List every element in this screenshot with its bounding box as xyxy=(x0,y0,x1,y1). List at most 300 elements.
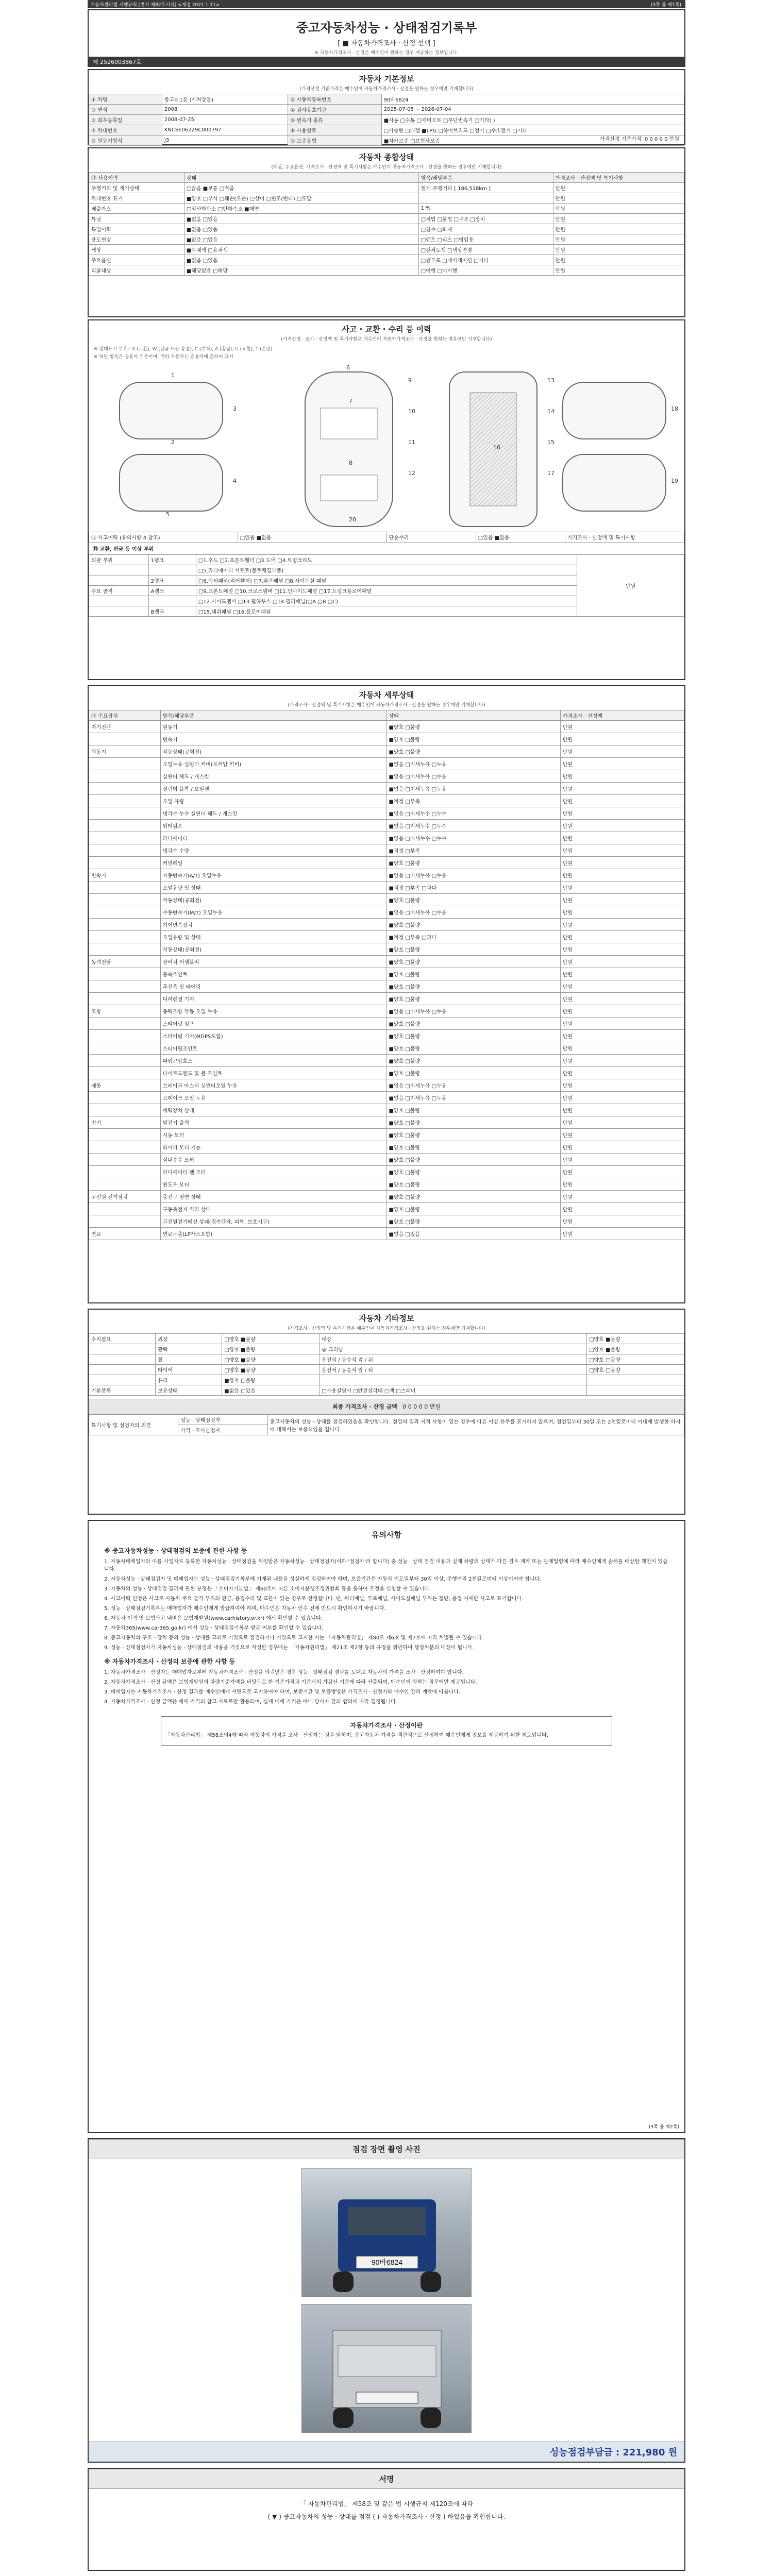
detail-row xyxy=(89,1154,684,1166)
detail-section xyxy=(88,685,685,1303)
basic-info-label: ④ 검사유효기간 xyxy=(288,105,381,115)
detail-cell: 자동변속기(A/T) 오일누유 xyxy=(160,869,386,882)
detail-cell: 디퍼렌셜 기어 xyxy=(160,993,386,1005)
detail-cell: 타이로드엔드 및 볼 조인트 xyxy=(160,1067,386,1079)
other-info-row xyxy=(89,1344,684,1354)
rank-cell xyxy=(89,596,149,606)
summary-row xyxy=(89,265,684,276)
other-info-cell xyxy=(320,1375,587,1385)
summary-row xyxy=(89,245,684,255)
detail-cell: ■없음 □미세누유 □누유 xyxy=(386,770,560,783)
summary-cell: ■무채색 □유채색 xyxy=(184,245,418,255)
other-info-subtitle: (가격조사 · 산정액 및 특기사항은 매수인이 자동차가격조사 · 산정을 원하는 경우에만 기재합니다) xyxy=(288,1326,485,1331)
detail-row xyxy=(89,906,684,919)
detail-cell xyxy=(89,857,161,869)
other-info-cell: □양호 □불량 xyxy=(587,1354,684,1365)
detail-row xyxy=(89,931,684,943)
other-info-cell: 운전석 / 동승석 앞 / 뒤 xyxy=(320,1354,587,1365)
detail-price-unit: 만원 xyxy=(560,758,684,770)
rank-cell xyxy=(89,606,149,617)
summary-row xyxy=(89,193,684,204)
detail-cell xyxy=(89,795,161,807)
accident-title: 사고 · 교환 · 수리 등 이력 xyxy=(342,325,431,334)
detail-cell: ■양호 □불량 xyxy=(386,980,560,993)
rank-cell xyxy=(148,596,196,606)
accident-history-value: □있음 ■없음 xyxy=(238,532,386,543)
other-info-row xyxy=(89,1375,684,1385)
detail-row xyxy=(89,1129,684,1141)
summary-col-header: ⑪ 사용이력 xyxy=(89,173,184,183)
detail-price-unit: 만원 xyxy=(560,1215,684,1228)
summary-cell: 만원 xyxy=(553,193,684,204)
car-rear-view xyxy=(120,454,223,511)
detail-cell: 냉각수 누수 실린더 헤드 / 개스킷 xyxy=(160,807,386,820)
note-item: 8. 중고자동차의 구조 · 장치 등의 성능 · 상태를 고의로 거짓으로 점검하거나 거짓으로 고지한 자는 「자동차관리법」 제80조 제6호 및 제7호에 따라 처벌될 수 있습니다. xyxy=(104,1635,484,1641)
other-info-cell: 유리 xyxy=(156,1375,222,1385)
detail-cell: 스티어링 펌프 xyxy=(160,1018,386,1030)
detail-cell: ■적정 □부족 xyxy=(386,844,560,857)
detail-table xyxy=(89,710,684,1240)
detail-cell: ■양호 □불량 xyxy=(386,1042,560,1055)
detail-price-unit: 만원 xyxy=(560,770,684,783)
detail-row xyxy=(89,956,684,968)
other-info-cell: □양호 ■불량 xyxy=(222,1334,320,1344)
detail-price-unit: 만원 xyxy=(560,1005,684,1018)
summary-cell: ■없음 □있음 xyxy=(184,234,418,245)
detail-price-unit: 만원 xyxy=(560,820,684,832)
detail-cell xyxy=(89,1042,161,1055)
other-info-cell: □사용설명서 □안전삼각대 □잭 □스패너 xyxy=(320,1385,587,1396)
detail-row xyxy=(89,882,684,894)
final-price-title: 최종 가격조사 · 산정 금액 xyxy=(332,1403,397,1410)
detail-cell: ■적정 □부족 xyxy=(386,795,560,807)
special-notes-text: 중고자동차의 성능 · 상태를 점검하였음을 확인합니다. 점검의 결과 지적 사항이 없는 경우에 다른 이상 유무를 표시하지 않으며, 점검일부터 30일 또는 2천킬로미터 이내에 발생한 하자에 대해서는 보증책임을 집니다. xyxy=(267,1415,684,1435)
detail-cell: 전기 xyxy=(89,1116,161,1129)
detail-row xyxy=(89,943,684,956)
inspection-photo-rear xyxy=(301,2304,472,2433)
detail-cell: 윈도우 모터 xyxy=(160,1178,386,1191)
detail-row xyxy=(89,968,684,980)
detail-price-unit: 만원 xyxy=(560,1178,684,1191)
detail-price-unit: 만원 xyxy=(560,1191,684,1203)
note-item: 1. 자동차매매업자와 이를 사업자로 등록한 자동차성능 · 상태점검을 위임받은 자동차성능 · 상태점검자(이하 '점검자'라 합니다) 중 성능 · 상태 점검 내용과 실제 차량의 상태가 다른 경우 계약 또는 관계법령에 따라 매수인에게 손해를 배상할 책임이 있습니다. xyxy=(104,1559,668,1572)
detail-cell: 냉각수 수량 xyxy=(160,844,386,857)
note-item: 9. 성능 · 상태점검자가 자동차성능 · 상태점검의 내용을 거짓으로 작성한 경우에는 「자동차관리법」 제21조 제2항 등의 규정을 위반하여 행정처분의 대상이 됩니다. xyxy=(104,1645,474,1651)
rank-cell: 1랭크 xyxy=(148,555,196,565)
detail-price-unit: 만원 xyxy=(560,919,684,931)
detail-cell xyxy=(89,1092,161,1104)
detail-cell: ■양호 □불량 xyxy=(386,919,560,931)
detail-cell: ■없음 □있음 xyxy=(386,1228,560,1240)
special-notes-label: 특기사항 및 점검자의 의견 xyxy=(89,1415,178,1435)
rank-cell: □1.후드 □2.프론트휀더 □3.도어 □4.트렁크리드 xyxy=(196,555,577,565)
document-header xyxy=(88,9,685,67)
part-number-label: 10 xyxy=(408,408,415,415)
summary-cell: 색상 xyxy=(89,245,184,255)
detail-price-unit: 만원 xyxy=(560,956,684,968)
detail-cell xyxy=(89,1030,161,1042)
part-number-label: 15 xyxy=(547,439,554,446)
detail-cell xyxy=(89,993,161,1005)
appraisal-definition-title: 자동차가격조사 · 산정이란 xyxy=(350,1722,423,1729)
photo-section xyxy=(88,2138,685,2463)
part-number-label: 14 xyxy=(547,408,554,415)
detail-cell xyxy=(89,758,161,770)
other-info-cell xyxy=(587,1385,684,1396)
part-number-label: 19 xyxy=(671,478,678,484)
detail-row xyxy=(89,1116,684,1129)
detail-row xyxy=(89,770,684,783)
notes-list-1 xyxy=(104,1558,669,1652)
car-rear-window xyxy=(321,475,377,501)
detail-cell: ■양호 □불량 xyxy=(386,1166,560,1178)
detail-title: 자동차 세부상태 xyxy=(359,690,414,700)
detail-price-unit: 만원 xyxy=(560,733,684,745)
detail-cell: 원동기 xyxy=(89,745,161,758)
summary-cell: 용도변경 xyxy=(89,234,184,245)
car-diagram xyxy=(89,362,684,532)
detail-cell xyxy=(89,1141,161,1154)
detail-row xyxy=(89,783,684,795)
detail-cell: 변속기 xyxy=(160,733,386,745)
detail-cell: ■양호 □불량 xyxy=(386,1104,560,1116)
detail-row xyxy=(89,1018,684,1030)
detail-price-unit: 만원 xyxy=(560,993,684,1005)
other-info-cell: 기본품목 xyxy=(89,1385,156,1396)
summary-cell: 주요옵션 xyxy=(89,255,184,265)
detail-cell: 조향 xyxy=(89,1005,161,1018)
detail-cell: 오일유량 및 상태 xyxy=(160,882,386,894)
detail-row xyxy=(89,758,684,770)
summary-col-header: 상태 xyxy=(184,173,418,183)
detail-price-unit: 만원 xyxy=(560,894,684,906)
detail-row xyxy=(89,1005,684,1018)
car-windshield xyxy=(321,408,377,439)
detail-cell: ■적정 □부족 □과다 xyxy=(386,931,560,943)
detail-price-unit: 만원 xyxy=(560,1166,684,1178)
rank-row xyxy=(89,555,684,565)
notes-title: 유의사항 xyxy=(372,1530,401,1539)
detail-cell: ■없음 □미세누유 □누유 xyxy=(386,758,560,770)
note-item: 1. 자동차가격조사 · 산정자는 매매업자로부터 자동차가격조사 · 산정을 의뢰받은 경우 성능 · 상태점검 결과를 토대로 자동차의 가격을 조사 · 산정하여야 합니다. xyxy=(104,1670,464,1675)
detail-cell: 시동 모터 xyxy=(160,1129,386,1141)
notes-heading-2: ※ 자동차가격조사 · 산정의 보증에 관한 사항 등 xyxy=(104,1658,236,1665)
detail-cell: 동력조향 작동 오일 누유 xyxy=(160,1005,386,1018)
detail-cell: ■양호 □불량 xyxy=(386,1030,560,1042)
basic-info-label: ⑨ 원동기형식 xyxy=(89,135,162,146)
detail-cell: ■양호 □불량 xyxy=(386,1154,560,1166)
detail-price-unit: 만원 xyxy=(560,980,684,993)
detail-cell: 연료누출(LP가스포함) xyxy=(160,1228,386,1240)
detail-cell: 고전원전기배선 상태(접속단자, 피복, 보호기구) xyxy=(160,1215,386,1228)
detail-row xyxy=(89,869,684,882)
summary-subtitle: (색상, 주요옵션, 가격조사 · 산정액 및 특기사항은 매수인이 자동차가격조사 · 산정을 원하는 경우에만 기재합니다) xyxy=(271,165,502,170)
other-info-cell: 타이어 xyxy=(156,1365,222,1375)
other-info-cell: 휠 xyxy=(156,1354,222,1365)
detail-cell: 실린더 헤드 / 개스킷 xyxy=(160,770,386,783)
part-number-label: 6 xyxy=(346,364,350,371)
detail-cell: ■없음 □미세누유 □누유 xyxy=(386,1092,560,1104)
part-number-label: 3 xyxy=(233,405,237,412)
page-indicator: (3쪽 중 제1쪽) xyxy=(651,3,681,8)
detail-cell: 오일 유량 xyxy=(160,795,386,807)
detail-cell: 커먼레일 xyxy=(160,857,386,869)
special-notes-table xyxy=(89,1414,684,1435)
detail-cell: ■없음 □미세누수 □누수 xyxy=(386,832,560,844)
detail-subtitle: (가격조사 · 산정액 및 특기사항은 매수인이 자동차가격조사 · 산정을 원하는 경우에만 기재합니다) xyxy=(288,703,485,708)
page-indicator-2: (3쪽 중 제2쪽) xyxy=(649,2125,679,2130)
detail-cell xyxy=(89,783,161,795)
other-info-cell: 수리필요 xyxy=(89,1334,156,1344)
signature-section xyxy=(88,2468,685,2571)
other-info-table xyxy=(89,1333,684,1396)
detail-cell: ■양호 □불량 xyxy=(386,943,560,956)
other-info-cell xyxy=(89,1365,156,1375)
summary-cell: 만원 xyxy=(553,214,684,224)
detail-cell: 배력장치 상태 xyxy=(160,1104,386,1116)
detail-cell: ■양호 □불량 xyxy=(386,956,560,968)
detail-cell: ■양호 □불량 xyxy=(386,1203,560,1215)
detail-price-unit: 만원 xyxy=(560,832,684,844)
form-law-reference: 자동차관리법 시행규칙 [별지 제82호서식] <개정 2021.1.11> xyxy=(91,3,220,8)
detail-row xyxy=(89,1104,684,1116)
detail-price-unit: 만원 xyxy=(560,844,684,857)
rank-cell: □5.라디에이터 서포트(볼트체결부품) xyxy=(196,565,577,575)
basic-info-label: ② 자동차등록번호 xyxy=(288,94,381,105)
detail-cell: ■없음 □미세누유 □누유 xyxy=(386,906,560,919)
accident-legend-2: ※ 하단 항목은 승용차 기준이며, 기타 자동차는 승용차에 준하여 표시 xyxy=(94,354,233,360)
detail-cell: 연료 xyxy=(89,1228,161,1240)
part-number-label: 8 xyxy=(349,460,352,466)
detail-cell: 자기진단 xyxy=(89,721,161,733)
other-info-cell: ■양호 □불량 xyxy=(222,1375,320,1385)
detail-cell xyxy=(89,733,161,745)
note-item: 7. 자동차365(www.car365.go.kr) 에서 성능 · 상태점검기록부 발급 여부를 확인할 수 있습니다. xyxy=(104,1625,324,1631)
detail-row xyxy=(89,919,684,931)
detail-cell: 와이퍼 모터 기능 xyxy=(160,1141,386,1154)
summary-row xyxy=(89,224,684,234)
appraisal-definition-box xyxy=(161,1716,613,1746)
detail-price-unit: 만원 xyxy=(560,795,684,807)
detail-cell: ■양호 □불량 xyxy=(386,1141,560,1154)
other-info-cell xyxy=(89,1344,156,1354)
detail-cell xyxy=(89,1129,161,1141)
detail-price-unit: 만원 xyxy=(560,745,684,758)
rank-cell: □12.사이드멤버 □13.휠하우스 □14.필러패널(□A □B □C) xyxy=(196,596,577,606)
detail-cell xyxy=(89,980,161,993)
detail-price-unit: 만원 xyxy=(560,869,684,882)
summary-row xyxy=(89,204,684,214)
detail-row xyxy=(89,1178,684,1191)
rank-cell xyxy=(89,575,149,586)
detail-price-unit: 만원 xyxy=(560,1203,684,1215)
detail-row xyxy=(89,820,684,832)
detail-cell: ■양호 □불량 xyxy=(386,1129,560,1141)
detail-price-unit: 만원 xyxy=(560,721,684,733)
document-title: 중고자동차성능 · 상태점검기록부 xyxy=(296,21,477,35)
detail-cell xyxy=(89,844,161,857)
detail-cell: 스티어링조인트 xyxy=(160,1042,386,1055)
other-info-cell: □양호 ■불량 xyxy=(222,1365,320,1375)
rank-cell: 2랭크 xyxy=(148,575,196,586)
detail-row xyxy=(89,807,684,820)
detail-price-unit: 만원 xyxy=(560,1228,684,1240)
detail-price-unit: 만원 xyxy=(560,857,684,869)
other-info-cell: □양호 ■불량 xyxy=(222,1344,320,1354)
basic-info-value: ■자가보증 □보험사보증 xyxy=(381,135,684,146)
base-price-label: 가격산정 기준가격 xyxy=(600,137,642,142)
notes-section xyxy=(88,1520,685,2133)
summary-cell: 만원 xyxy=(553,224,684,234)
detail-cell: 충전구 절연 상태 xyxy=(160,1191,386,1203)
accident-section xyxy=(88,319,685,680)
rank-cell: 외판 부위 xyxy=(89,555,149,565)
detail-row xyxy=(89,1215,684,1228)
note-item: 4. 사고이력 인정은 사고로 자동차 주요 골격 부위의 판금, 용접수리 및 교환이 있는 경우로 한정합니다. 단, 쿼터패널, 루프패널, 사이드실패널 부위는 절단, 용접 시에만 사고로 표기합니다. xyxy=(104,1596,524,1602)
basic-info-row xyxy=(89,125,684,135)
note-item: 4. 자동차가격조사 · 산정 금액은 매매 가격의 참고 자료로만 활용되며, 실제 매매 가격은 매매 당사자 간의 합의에 따라 결정됩니다. xyxy=(104,1699,397,1705)
detail-cell xyxy=(89,1178,161,1191)
summary-cell: □많음 ■보통 □적음 xyxy=(184,183,418,193)
basic-info-label: ⑧ 사용연료 xyxy=(288,125,381,135)
detail-col-header: 가격조사 · 산정액 xyxy=(560,710,684,721)
appraisal-definition-text: 「자동차관리법」 제58조의4에 따라 자동차의 가격을 조사 · 산정하는 것을 말하며, 중고자동차 가격을 객관적으로 산정하여 매수인에게 정보를 제공하기 위한 제도입니다. xyxy=(165,1733,548,1738)
inspection-photo-front xyxy=(301,2168,472,2297)
rank-title: ⑬ 교환, 판금 등 이상 부위 xyxy=(93,547,154,552)
note-item: 3. 매매업자는 자동차가격조사 · 산정 결과를 매수인에게 서면으로 고지하여야 하며, 보증기간 및 보증방법은 가격조사 · 산정자와 매수인 간의 계약에 따릅니다. xyxy=(104,1689,461,1695)
rank-cell: □6.쿼터패널(리어휀더) □7.루프패널 □8.사이드실 패널 xyxy=(196,575,577,586)
basic-info-section xyxy=(88,69,685,145)
detail-cell: 기어변속장치 xyxy=(160,919,386,931)
summary-cell: □일산화탄소 □탄화수소 ■매연 xyxy=(184,204,418,214)
detail-cell xyxy=(89,1104,161,1116)
summary-cell: □이행 □미이행 xyxy=(418,265,553,276)
detail-price-unit: 만원 xyxy=(560,1154,684,1166)
detail-cell: ■양호 □불량 xyxy=(386,1067,560,1079)
basic-info-value: 2008-07-25 xyxy=(162,115,288,125)
summary-cell: 만원 xyxy=(553,245,684,255)
summary-cell: 튜닝 xyxy=(89,214,184,224)
basic-info-row xyxy=(89,105,684,115)
detail-price-unit: 만원 xyxy=(560,807,684,820)
notes-list-2 xyxy=(104,1669,669,1706)
note-item: 5. 성능 · 상태점검기록부는 매매업자가 매수인에게 발급하여야 하며, 매수인은 자동차 인수 전에 반드시 확인하시기 바랍니다. xyxy=(104,1606,386,1612)
detail-cell: 작동상태(공회전) xyxy=(160,745,386,758)
detail-cell: 제동 xyxy=(89,1079,161,1092)
detail-price-unit: 만원 xyxy=(560,1055,684,1067)
summary-cell: ■해당없음 □해당 xyxy=(184,265,418,276)
other-info-cell: 내장 xyxy=(320,1334,587,1344)
detail-cell xyxy=(89,770,161,783)
detail-cell xyxy=(89,968,161,980)
summary-cell: 현재 주행거리 [ 186,518km ] xyxy=(418,183,553,193)
detail-cell xyxy=(89,931,161,943)
summary-row xyxy=(89,255,684,265)
basic-info-row xyxy=(89,135,684,146)
detail-row xyxy=(89,1203,684,1215)
detail-row xyxy=(89,844,684,857)
detail-cell xyxy=(89,943,161,956)
basic-info-value: 90바6824 xyxy=(381,94,684,105)
basic-info-label: ③ 연식 xyxy=(89,105,162,115)
accident-history-table xyxy=(89,532,684,543)
other-info-cell: 보유상태 xyxy=(156,1385,222,1396)
part-number-label: 13 xyxy=(547,377,554,384)
basic-info-value: ■자동 □수동 □세미오토 □무단변속기 □기타( ) xyxy=(381,115,684,125)
summary-cell: 만원 xyxy=(553,265,684,276)
detail-price-unit: 만원 xyxy=(560,1030,684,1042)
summary-col-header: 항목/해당부품 xyxy=(418,173,553,183)
detail-cell: 실내송풍 모터 xyxy=(160,1154,386,1166)
basic-info-label: ⑤ 최초등록일 xyxy=(89,115,162,125)
document-number: 제 2526003867호 xyxy=(89,57,684,66)
detail-price-unit: 만원 xyxy=(560,906,684,919)
detail-row xyxy=(89,894,684,906)
detail-cell: 브레이크 오일 누유 xyxy=(160,1092,386,1104)
other-info-cell: 광택 xyxy=(156,1344,222,1354)
detail-cell xyxy=(89,919,161,931)
other-info-row xyxy=(89,1334,684,1344)
detail-price-unit: 만원 xyxy=(560,1116,684,1129)
part-number-label: 12 xyxy=(408,470,415,477)
rank-cell: □15.대쉬패널 □16.플로어패널 xyxy=(196,606,577,617)
detail-price-unit: 만원 xyxy=(560,882,684,894)
photo-title: 점검 장면 촬영 사진 xyxy=(89,2139,684,2159)
detail-row xyxy=(89,1042,684,1055)
summary-cell: 배출가스 xyxy=(89,204,184,214)
detail-cell: ■적정 □부족 □과다 xyxy=(386,882,560,894)
detail-price-unit: 만원 xyxy=(560,1042,684,1055)
detail-cell: 등속조인트 xyxy=(160,968,386,980)
detail-cell: 라디에이터 xyxy=(160,832,386,844)
detail-cell: ■없음 □미세누유 □누유 xyxy=(386,1079,560,1092)
summary-cell: □침수 □화재 xyxy=(418,224,553,234)
detail-price-unit: 만원 xyxy=(560,1067,684,1079)
detail-cell: 작동상태(공회전) xyxy=(160,943,386,956)
detail-cell: ■양호 □불량 xyxy=(386,721,560,733)
detail-cell: 작동상태(공회전) xyxy=(160,894,386,906)
detail-price-unit: 만원 xyxy=(560,943,684,956)
other-info-title: 자동차 기타정보 xyxy=(359,1314,414,1323)
detail-row xyxy=(89,1191,684,1203)
detail-row xyxy=(89,980,684,993)
detail-cell xyxy=(89,807,161,820)
notes-heading-1: ※ 중고자동차성능 · 상태점검의 보증에 관한 사항 등 xyxy=(104,1547,247,1554)
summary-row xyxy=(89,183,684,193)
detail-cell: 파워고압호스 xyxy=(160,1055,386,1067)
other-info-cell xyxy=(89,1354,156,1365)
summary-row xyxy=(89,214,684,224)
basic-info-row xyxy=(89,94,684,105)
basic-info-label: ⑥ 변속기 종류 xyxy=(288,115,381,125)
other-info-row xyxy=(89,1385,684,1396)
detail-cell xyxy=(89,1018,161,1030)
summary-cell: 1 % xyxy=(418,204,553,214)
other-info-cell: □양호 ■불량 xyxy=(587,1344,684,1354)
detail-row xyxy=(89,795,684,807)
car-right-front xyxy=(563,382,666,439)
part-number-label: 1 xyxy=(171,372,175,379)
basic-info-value: KNCSE06229C000797 xyxy=(162,125,288,135)
detail-cell: ■없음 □미세누수 □누수 xyxy=(386,807,560,820)
note-item: 2. 자동차성능 · 상태점검자 및 매매업자는 성능 · 상태점검기록부에 기재된 내용을 성실하게 점검하여야 하며, 보증기간은 자동차 인도일부터 30일 이상, 주행거리 2천킬로미터 이상이어야 합니다. xyxy=(104,1577,542,1582)
other-info-cell: 룸 크리닝 xyxy=(320,1344,587,1354)
detail-cell: ■없음 □미세누유 □누유 xyxy=(386,783,560,795)
signature-title: 서명 xyxy=(89,2469,684,2489)
detail-cell xyxy=(89,1055,161,1067)
rank-table xyxy=(89,554,684,617)
detail-row xyxy=(89,857,684,869)
